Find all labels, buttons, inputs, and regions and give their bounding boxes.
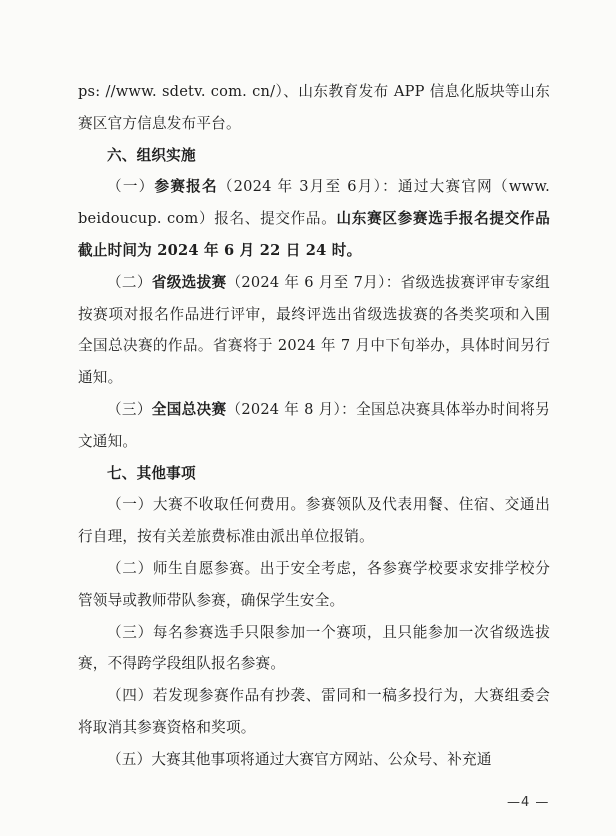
paragraph-other-matters: （五）大赛其他事项将通过大赛官方网站、公众号、补充通 [107,750,492,768]
item-text: （2024 年 3月至 6月）：通过大赛官网（www. beidoucup. com）报名、提交作品。 [78,178,550,228]
item-text: （2024 年 6 月至 7月）：省级选拔赛评审专家组按赛项对报名作品进行评审，最终评选出省级选拔赛的各类奖项和入围全国总决赛的作品。省赛将于 2024 年 7 月中下旬举办，具体时间另行通知。 [78,273,550,387]
paragraph-single-entry: （三）每名参赛选手只限参加一个赛项，且只能参加一次省级选拔赛，不得跨学段组队报名参赛。 [78,623,550,673]
paragraph-national-final [78,394,550,458]
section-heading-organization: 六、组织实施 [107,146,196,164]
item-prefix: （三） [107,400,152,418]
deadline-notice: 山东赛区参赛选手报名提交作品截止时间为 2024 年 6 月 22 日 24 时。 [78,210,551,259]
paragraph-provincial [78,267,550,394]
paragraph-continuation: ps: //www. sdetv. com. cn/）、山东教育发布 APP 信息化版块等山东赛区官方信息发布平台。 [78,83,550,132]
item-prefix: （一） [107,178,155,196]
item-title: 省级选拔赛 [151,273,227,291]
paragraph-voluntary: （二）师生自愿参赛。出于安全考虑，各参赛学校要求安排学校分管领导或教师带队参赛，确保学生安全。 [78,559,550,609]
paragraph-registration [78,171,550,266]
item-prefix: （二） [107,273,152,291]
item-text: （2024 年 8 月）：全国总决赛具体举办时间将另文通知。 [78,400,550,450]
paragraph-plagiarism: （四）若发现参赛作品有抄袭、雷同和一稿多投行为，大赛组委会将取消其参赛资格和奖项。 [78,687,550,736]
section-heading-other: 七、其他事项 [107,464,196,482]
document-body [78,76,550,776]
item-title: 参赛报名 [154,178,218,196]
item-title: 全国总决赛 [151,400,227,418]
page-number: —4 — [507,795,550,810]
paragraph-fees: （一）大赛不收取任何费用。参赛领队及代表用餐、住宿、交通出行自理，按有关差旅费标准由派出单位报销。 [78,496,550,546]
